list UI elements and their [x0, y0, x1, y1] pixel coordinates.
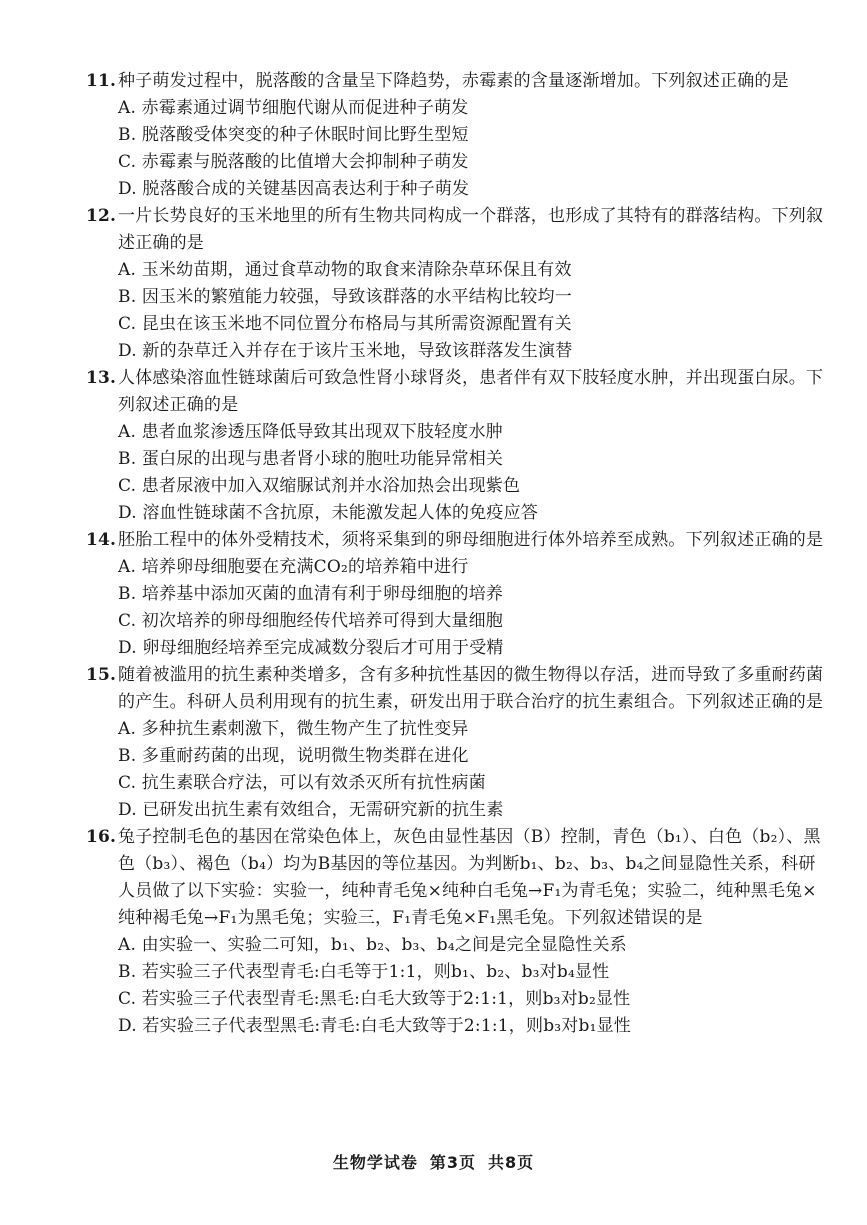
question-14	[86, 527, 826, 662]
question-stem: 种子萌发过程中，脱落酸的含量呈下降趋势，赤霉素的含量逐渐增加。下列叙述正确的是	[118, 71, 789, 91]
question-number: 14.	[86, 530, 117, 550]
option-b: B. 培养基中添加灭菌的血清有利于卵母细胞的培养	[118, 584, 504, 604]
option-c: C. 昆虫在该玉米地不同位置分布格局与其所需资源配置有关	[118, 314, 572, 334]
question-12	[86, 203, 826, 365]
exam-page	[86, 68, 826, 1040]
page-footer	[0, 1150, 867, 1173]
option-c: C. 赤霉素与脱落酸的比值增大会抑制种子萌发	[118, 152, 469, 172]
option-d: D. 已研发出抗生素有效组合，无需研究新的抗生素	[118, 800, 504, 820]
option-b: B. 脱落酸受体突变的种子休眠时间比野生型短	[118, 125, 469, 145]
question-13	[86, 365, 826, 527]
option-a: A. 患者血浆渗透压降低导致其出现双下肢轻度水肿	[118, 422, 503, 442]
option-d: D. 溶血性链球菌不含抗原，未能激发起人体的免疫应答	[118, 503, 539, 523]
option-d: D. 若实验三子代表型黑毛:青毛:白毛大致等于2:1:1，则b₃对b₁显性	[118, 1016, 631, 1036]
option-a: A. 培养卵母细胞要在充满CO₂的培养箱中进行	[118, 557, 469, 577]
question-number: 11.	[86, 71, 117, 91]
question-stem: 随着被滥用的抗生素种类增多，含有多种抗性基因的微生物得以存活，进而导致了多重耐药菌的产生。科研人员利用现有的抗生素，研发出用于联合治疗的抗生素组合。下列叙述正确的是	[118, 665, 824, 712]
question-11	[86, 68, 826, 203]
question-stem: 一片长势良好的玉米地里的所有生物共同构成一个群落，也形成了其特有的群落结构。下列叙述正确的是	[118, 206, 824, 253]
option-a: A. 多种抗生素刺激下，微生物产生了抗性变异	[118, 719, 469, 739]
option-b: B. 若实验三子代表型青毛:白毛等于1:1，则b₁、b₂、b₃对b₄显性	[118, 962, 610, 982]
footer-subject: 生物学试卷	[332, 1153, 418, 1172]
option-a: A. 由实验一、实验二可知，b₁、b₂、b₃、b₄之间是完全显隐性关系	[118, 935, 627, 955]
option-c: C. 抗生素联合疗法，可以有效杀灭所有抗性病菌	[118, 773, 486, 793]
option-c: C. 患者尿液中加入双缩脲试剂并水浴加热会出现紫色	[118, 476, 521, 496]
option-c: C. 若实验三子代表型青毛:黑毛:白毛大致等于2:1:1，则b₃对b₂显性	[118, 989, 631, 1009]
footer-page-number: 第3页	[429, 1153, 476, 1172]
option-a: A. 玉米幼苗期，通过食草动物的取食来清除杂草环保且有效	[118, 260, 572, 280]
option-a: A. 赤霉素通过调节细胞代谢从而促进种子萌发	[118, 98, 469, 118]
question-number: 15.	[86, 665, 117, 685]
question-stem: 兔子控制毛色的基因在常染色体上，灰色由显性基因（B）控制，青色（b₁）、白色（b₂）、黑色（b₃）、褐色（b₄）均为B基因的等位基因。为判断b₁、b₂、b₃、b₄之间显隐性关系，科研人员做了以下实验：实验一，纯种青毛兔×纯种白毛兔→F₁为青毛兔；实验二，纯种黑毛兔×纯种褐毛兔→F₁为黑毛兔；实验三，F₁青毛兔×F₁黑毛兔。下列叙述错误的是	[118, 827, 821, 928]
question-16	[86, 824, 826, 1040]
question-stem: 胚胎工程中的体外受精技术，须将采集到的卵母细胞进行体外培养至成熟。下列叙述正确的是	[118, 530, 824, 550]
footer-total-pages: 共8页	[488, 1153, 535, 1172]
question-number: 16.	[86, 827, 117, 847]
option-b: B. 多重耐药菌的出现，说明微生物类群在进化	[118, 746, 469, 766]
option-d: D. 新的杂草迁入并存在于该片玉米地，导致该群落发生演替	[118, 341, 573, 361]
option-d: D. 卵母细胞经培养至完成减数分裂后才可用于受精	[118, 638, 504, 658]
option-c: C. 初次培养的卵母细胞经传代培养可得到大量细胞	[118, 611, 504, 631]
question-number: 13.	[86, 368, 117, 388]
option-d: D. 脱落酸合成的关键基因高表达利于种子萌发	[118, 179, 470, 199]
question-stem: 人体感染溶血性链球菌后可致急性肾小球肾炎，患者伴有双下肢轻度水肿，并出现蛋白尿。下列叙述正确的是	[118, 368, 824, 415]
option-b: B. 因玉米的繁殖能力较强，导致该群落的水平结构比较均一	[118, 287, 572, 307]
question-15	[86, 662, 826, 824]
option-b: B. 蛋白尿的出现与患者肾小球的胞吐功能异常相关	[118, 449, 504, 469]
question-number: 12.	[86, 206, 117, 226]
